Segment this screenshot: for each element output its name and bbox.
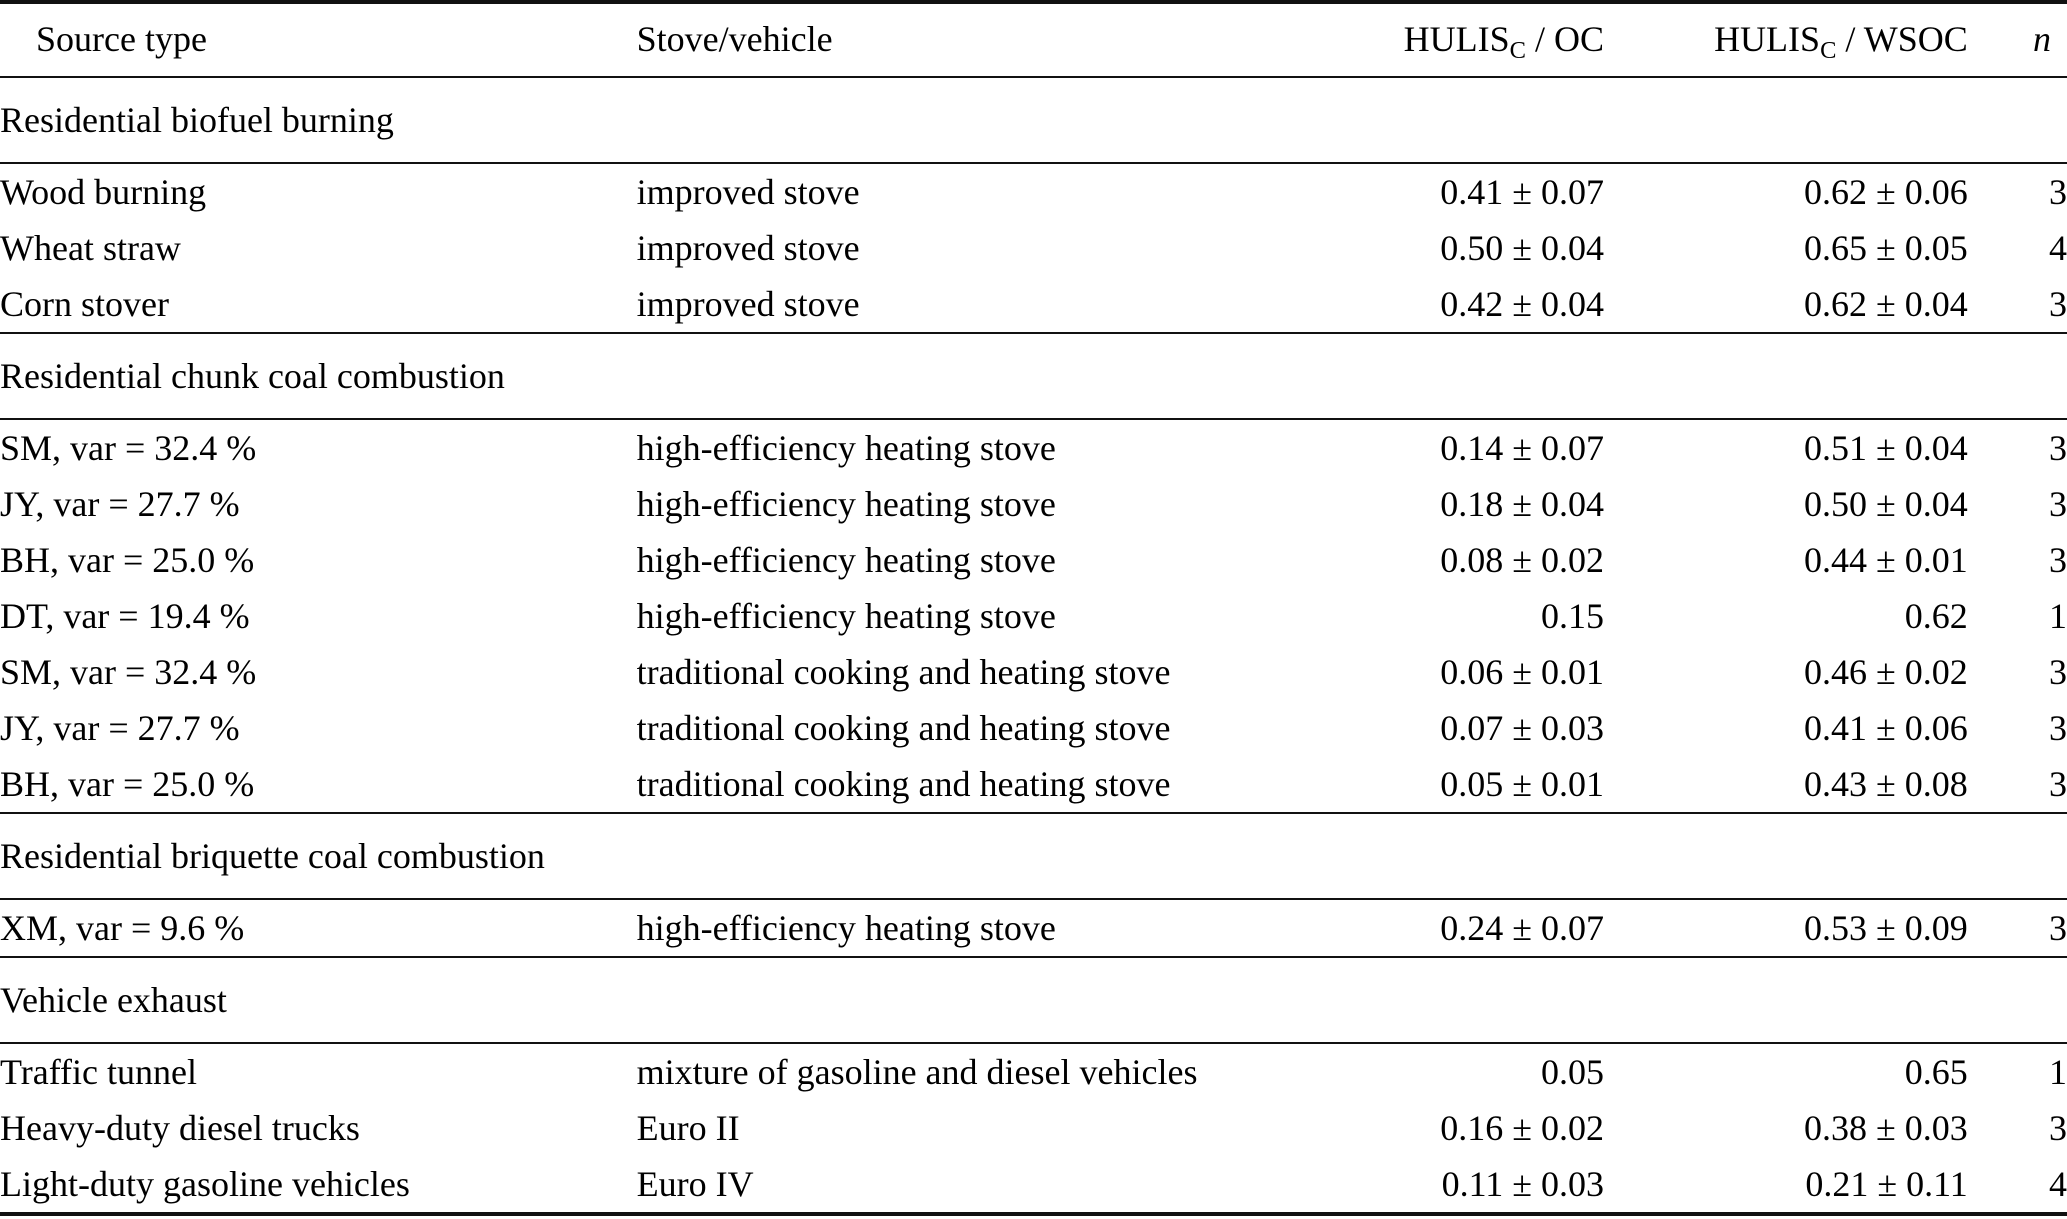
cell-n: 3 (2049, 708, 2067, 748)
table-row-dt-high-efficiency (0, 588, 2067, 644)
cell-stove-vehicle: high-efficiency heating stove (636, 484, 1056, 524)
hulis-oc-rest: / OC (1525, 19, 1604, 59)
cell-hulis-wsoc: 0.41 ± 0.06 (1804, 708, 1968, 748)
section-title-row (0, 333, 2067, 419)
cell-hulis-wsoc: 0.53 ± 0.09 (1804, 908, 1968, 948)
section-title: Residential briquette coal combustion (0, 813, 2067, 899)
cell-hulis-wsoc: 0.62 ± 0.04 (1804, 284, 1968, 324)
cell-n: 3 (2049, 428, 2067, 468)
cell-stove-vehicle: mixture of gasoline and diesel vehicles (636, 1052, 1198, 1092)
cell-hulis-wsoc: 0.43 ± 0.08 (1804, 764, 1968, 804)
cell-source-type: Wheat straw (0, 228, 181, 268)
cell-stove-vehicle: traditional cooking and heating stove (636, 652, 1171, 692)
cell-source-type: Corn stover (0, 284, 169, 324)
cell-hulis-wsoc: 0.62 ± 0.06 (1804, 172, 1968, 212)
cell-n: 3 (2049, 284, 2067, 324)
section-title: Residential biofuel burning (0, 77, 2067, 163)
table-row-light-duty-gasoline-vehicles (0, 1156, 2067, 1214)
cell-hulis-oc: 0.11 ± 0.03 (1441, 1164, 1604, 1204)
cell-hulis-wsoc: 0.62 (1904, 596, 1968, 636)
cell-stove-vehicle: Euro II (636, 1108, 740, 1148)
col-header-source-type: Source type (0, 2, 637, 77)
cell-source-type: Wood burning (0, 172, 207, 212)
table-row-wood-burning (0, 163, 2067, 220)
cell-stove-vehicle: improved stove (636, 228, 860, 268)
section-residential-biofuel-burning (0, 77, 2067, 333)
col-header-n: n (1968, 2, 2067, 77)
cell-source-type: SM, var = 32.4 % (0, 652, 257, 692)
cell-hulis-oc: 0.16 ± 0.02 (1440, 1108, 1604, 1148)
cell-stove-vehicle: traditional cooking and heating stove (636, 764, 1171, 804)
cell-n: 3 (2049, 764, 2067, 804)
cell-source-type: XM, var = 9.6 % (0, 908, 245, 948)
cell-stove-vehicle: high-efficiency heating stove (636, 596, 1056, 636)
col-header-hulis-oc (1331, 2, 1604, 77)
cell-hulis-oc: 0.42 ± 0.04 (1440, 284, 1604, 324)
cell-n: 3 (2049, 1108, 2067, 1148)
cell-stove-vehicle: traditional cooking and heating stove (636, 708, 1171, 748)
cell-source-type: DT, var = 19.4 % (0, 596, 250, 636)
cell-source-type: Light-duty gasoline vehicles (0, 1164, 410, 1204)
cell-n: 1 (2049, 1052, 2067, 1092)
cell-source-type: BH, var = 25.0 % (0, 540, 255, 580)
hulis-base: HULIS (1403, 19, 1510, 59)
hulis-base: HULIS (1714, 19, 1821, 59)
cell-source-type: SM, var = 32.4 % (0, 428, 257, 468)
section-vehicle-exhaust (0, 957, 2067, 1214)
cell-hulis-wsoc: 0.50 ± 0.04 (1804, 484, 1968, 524)
cell-hulis-wsoc: 0.21 ± 0.11 (1805, 1164, 1968, 1204)
cell-hulis-oc: 0.08 ± 0.02 (1440, 540, 1604, 580)
cell-stove-vehicle: improved stove (636, 172, 860, 212)
cell-stove-vehicle: high-efficiency heating stove (636, 428, 1056, 468)
hulis-wsoc-rest: / WSOC (1836, 19, 1968, 59)
table-row-bh-traditional (0, 756, 2067, 813)
cell-hulis-oc: 0.24 ± 0.07 (1440, 908, 1604, 948)
hulis-subscript-c: C (1509, 36, 1526, 64)
cell-hulis-oc: 0.41 ± 0.07 (1440, 172, 1604, 212)
cell-n: 1 (2049, 596, 2067, 636)
cell-source-type: JY, var = 27.7 % (0, 708, 240, 748)
cell-stove-vehicle: improved stove (636, 284, 860, 324)
table-row-bh-high-efficiency (0, 532, 2067, 588)
cell-n: 3 (2049, 540, 2067, 580)
cell-stove-vehicle: high-efficiency heating stove (636, 908, 1056, 948)
section-title: Residential chunk coal combustion (0, 333, 2067, 419)
table-row-heavy-duty-diesel-trucks (0, 1100, 2067, 1156)
section-title: Vehicle exhaust (0, 957, 2067, 1043)
cell-stove-vehicle: Euro IV (636, 1164, 754, 1204)
cell-n: 4 (2049, 1164, 2067, 1204)
cell-stove-vehicle: high-efficiency heating stove (636, 540, 1056, 580)
table-row-jy-traditional (0, 700, 2067, 756)
cell-hulis-oc: 0.18 ± 0.04 (1440, 484, 1604, 524)
section-residential-briquette-coal-combustion (0, 813, 2067, 957)
cell-source-type: JY, var = 27.7 % (0, 484, 240, 524)
cell-n: 3 (2049, 484, 2067, 524)
cell-hulis-oc: 0.05 ± 0.01 (1440, 764, 1604, 804)
section-residential-chunk-coal-combustion (0, 333, 2067, 813)
cell-hulis-oc: 0.15 (1540, 596, 1604, 636)
table-row-wheat-straw (0, 220, 2067, 276)
cell-hulis-wsoc: 0.65 (1904, 1052, 1968, 1092)
section-title-row (0, 957, 2067, 1043)
cell-n: 3 (2049, 172, 2067, 212)
table-row-traffic-tunnel (0, 1043, 2067, 1100)
cell-n: 4 (2049, 228, 2067, 268)
col-header-hulis-wsoc (1604, 2, 1968, 77)
cell-hulis-oc: 0.50 ± 0.04 (1440, 228, 1604, 268)
cell-hulis-oc: 0.05 (1540, 1052, 1604, 1092)
table-row-corn-stover (0, 276, 2067, 333)
cell-source-type: Heavy-duty diesel trucks (0, 1108, 360, 1148)
cell-source-type: Traffic tunnel (0, 1052, 197, 1092)
cell-hulis-wsoc: 0.38 ± 0.03 (1804, 1108, 1968, 1148)
cell-n: 3 (2049, 652, 2067, 692)
cell-hulis-oc: 0.14 ± 0.07 (1440, 428, 1604, 468)
cell-hulis-wsoc: 0.46 ± 0.02 (1804, 652, 1968, 692)
cell-hulis-oc: 0.07 ± 0.03 (1440, 708, 1604, 748)
section-title-row (0, 813, 2067, 899)
col-header-stove-vehicle: Stove/vehicle (637, 2, 1332, 77)
cell-hulis-oc: 0.06 ± 0.01 (1440, 652, 1604, 692)
table-row-sm-traditional (0, 644, 2067, 700)
cell-source-type: BH, var = 25.0 % (0, 764, 255, 804)
cell-hulis-wsoc: 0.65 ± 0.05 (1804, 228, 1968, 268)
table-row-xm-high-efficiency (0, 899, 2067, 957)
cell-hulis-wsoc: 0.44 ± 0.01 (1804, 540, 1968, 580)
table-row-sm-high-efficiency (0, 419, 2067, 476)
section-title-row (0, 77, 2067, 163)
table-row-jy-high-efficiency (0, 476, 2067, 532)
header-row (0, 2, 2067, 77)
cell-n: 3 (2049, 908, 2067, 948)
cell-hulis-wsoc: 0.51 ± 0.04 (1804, 428, 1968, 468)
hulis-subscript-c: C (1820, 36, 1837, 64)
